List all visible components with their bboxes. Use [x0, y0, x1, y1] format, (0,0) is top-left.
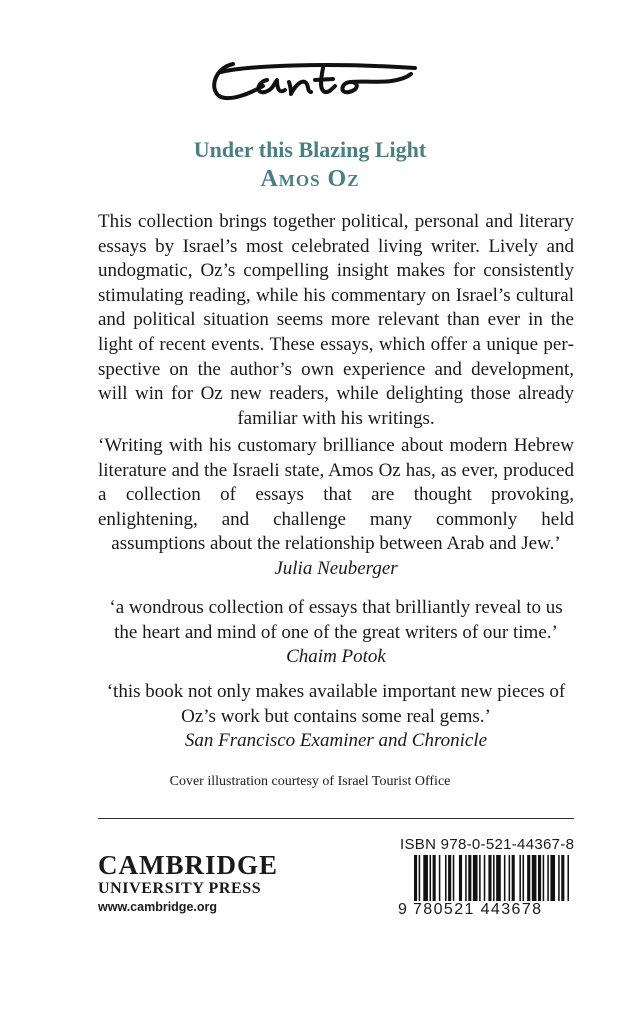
review-quote: [98, 680, 574, 754]
barcode-bar: [512, 855, 515, 901]
canto-series-logo: [205, 58, 445, 108]
barcode-bar: [504, 855, 506, 901]
barcode-bar: [473, 855, 478, 901]
divider: [98, 818, 574, 819]
quote-text: ‘this book not only makes available important new pieces of Oz’s work but contains some real gems.’: [106, 681, 566, 727]
barcode-bar: [419, 855, 421, 907]
quote-attribution: Julia Neuberger: [274, 557, 398, 579]
barcode-bar: [558, 855, 560, 901]
barcode-bar: [543, 855, 545, 901]
quote-attribution: Chaim Potok: [286, 646, 386, 668]
barcode-bar: [519, 855, 521, 901]
book-blurb: This collection brings together political, personal and literary essays by Israel’s most celebrated living writer. Lively and undogmatic, Oz’s compelling insight makes for consistently stimulating reading, while his commentary on Israel’s cultural and political situation seems more relevant than ever in the light of recent events. These essays, which offer a unique perspective on the author’s own experience and development, will win for Oz new readers, while delighting those already familiar with his writings.: [98, 211, 574, 429]
quote-text: ‘Writing with his customary brilliance about modern Hebrew literature and the Israeli state, Amos Oz has, as ever, produced a collection of essays that are thought provoking, enlightening, and challenge many commonly held assumptions about the relationship between Arab and Jew.’: [98, 435, 574, 555]
barcode-bar: [527, 855, 530, 901]
barcode-bar: [465, 855, 467, 901]
barcode-lead-digit: 9: [398, 901, 409, 918]
barcode-bar: [453, 855, 455, 901]
book-title: Under this Blazing Light: [193, 137, 427, 162]
publisher-name: CAMBRIDGE: [98, 850, 279, 880]
barcode-bar: [493, 855, 495, 907]
book-author: Amos Oz: [260, 166, 360, 192]
cover-credit: Cover illustration courtesy of Israel Tourist Office: [169, 774, 451, 789]
barcode-bar: [423, 855, 428, 901]
quote-attribution: San Francisco Examiner and Chronicle: [184, 730, 488, 752]
barcode-bar: [484, 855, 486, 901]
barcode-bar: [523, 855, 525, 901]
publisher-subname: UNIVERSITY PRESS: [98, 880, 262, 897]
barcode-bar: [433, 855, 436, 901]
barcode-bar: [459, 855, 462, 901]
barcode-bar: [414, 855, 417, 907]
quote-text: ‘a wondrous collection of essays that brilliantly reveal to us the heart and mind of one of the great writers of our time.’: [109, 597, 563, 643]
barcode-bar: [448, 855, 451, 901]
barcode-bar: [479, 855, 481, 901]
barcode-bar: [550, 855, 555, 901]
barcode-bar: [468, 855, 471, 901]
barcode-bar: [488, 855, 491, 901]
barcode-bar: [561, 855, 564, 901]
barcode-bar: [567, 855, 569, 901]
barcode-bar: [439, 855, 441, 901]
barcode-bar: [547, 855, 549, 901]
barcode-bar: [538, 855, 541, 901]
barcode-bar: [532, 855, 537, 901]
barcode-number: 780521 443678: [413, 901, 543, 918]
publisher-url[interactable]: www.cambridge.org: [98, 900, 218, 914]
barcode-bar: [445, 855, 447, 901]
barcode-bar: [496, 855, 501, 907]
barcode-digits: [398, 901, 574, 919]
barcode-bar: [430, 855, 432, 901]
barcode-bar: [509, 855, 511, 901]
isbn-label: ISBN 978-0-521-44367-8: [400, 836, 575, 853]
review-quote: [98, 596, 574, 670]
review-quote: [98, 434, 574, 582]
